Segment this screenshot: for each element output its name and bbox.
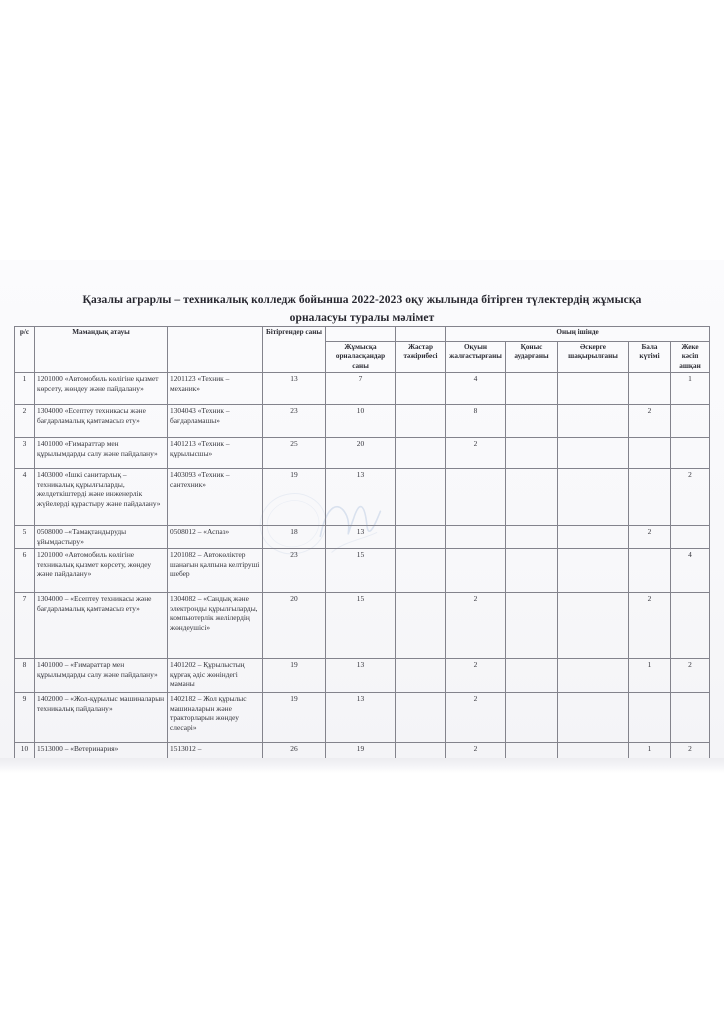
specialty-name: 1402000 – «Жол-құрылыс машиналарын техникалық пайдалану» bbox=[35, 693, 168, 743]
youth-practice-count bbox=[396, 469, 446, 526]
specialty-name: 1201000 «Автомобиль көлігіне техникалық қызмет көрсету, жөндеу және пайдалану» bbox=[35, 549, 168, 593]
continuing-study-count: 2 bbox=[446, 438, 506, 469]
employed-count: 13 bbox=[326, 526, 396, 549]
relocated-count bbox=[506, 469, 558, 526]
army-count bbox=[558, 743, 629, 759]
graduates-count: 19 bbox=[263, 469, 326, 526]
qualification-name: 1401213 «Техник – құрылысшы» bbox=[168, 438, 263, 469]
childcare-count: 2 bbox=[629, 526, 671, 549]
youth-practice-count bbox=[396, 438, 446, 469]
graduates-count: 25 bbox=[263, 438, 326, 469]
qualification-name: 1304082 – «Сандық және электронды құрылғыларды, компьютерлік желілердің жөндеушісі» bbox=[168, 593, 263, 659]
qualification-name: 1201082 – Автокөліктер шанағын қалпына келтіруші шебер bbox=[168, 549, 263, 593]
relocated-count bbox=[506, 659, 558, 693]
table-row bbox=[15, 438, 710, 469]
own-business-count: 4 bbox=[671, 549, 710, 593]
graduates-count: 13 bbox=[263, 373, 326, 405]
header-army: Әскерге шақырылғаны bbox=[558, 342, 629, 373]
table-row bbox=[15, 405, 710, 438]
youth-practice-count bbox=[396, 373, 446, 405]
childcare-count bbox=[629, 549, 671, 593]
army-count bbox=[558, 549, 629, 593]
row-number: 4 bbox=[15, 469, 35, 526]
specialty-name: 1403000 «Ішкі санитарлық – техникалық құрылғыларды, желдеткіштерді және инженерлік жүйелерді құрастыру және пайдалану» bbox=[35, 469, 168, 526]
youth-practice-count bbox=[396, 743, 446, 759]
header-specialty: Мамандық атауы bbox=[35, 327, 168, 373]
row-number: 6 bbox=[15, 549, 35, 593]
youth-practice-count bbox=[396, 549, 446, 593]
row-number: 1 bbox=[15, 373, 35, 405]
youth-practice-count bbox=[396, 659, 446, 693]
document-title: Қазалы аграрлы – техникалық колледж бойынша 2022-2023 оқу жылында бітірген түлектердің жұмысқа орналасуы туралы мәлімет bbox=[82, 294, 642, 325]
row-number: 2 bbox=[15, 405, 35, 438]
continuing-study-count: 2 bbox=[446, 693, 506, 743]
header-group-including: Оның ішінде bbox=[446, 327, 710, 342]
childcare-count bbox=[629, 373, 671, 405]
youth-practice-count bbox=[396, 693, 446, 743]
table-row bbox=[15, 373, 710, 405]
childcare-count: 1 bbox=[629, 659, 671, 693]
graduates-count: 19 bbox=[263, 693, 326, 743]
continuing-study-count: 8 bbox=[446, 405, 506, 438]
own-business-count bbox=[671, 526, 710, 549]
table-row bbox=[15, 526, 710, 549]
qualification-name: 0508012 – «Аспаз» bbox=[168, 526, 263, 549]
table-row bbox=[15, 743, 710, 759]
continuing-study-count: 2 bbox=[446, 659, 506, 693]
continuing-study-count: 2 bbox=[446, 743, 506, 759]
row-number: 10 bbox=[15, 743, 35, 759]
own-business-count: 2 bbox=[671, 743, 710, 759]
specialty-name: 1401000 – «Ғимараттар мен құрылымдарды салу және пайдалану» bbox=[35, 659, 168, 693]
childcare-count: 2 bbox=[629, 593, 671, 659]
header-childcare: Бала күтімі bbox=[629, 342, 671, 373]
employed-count: 7 bbox=[326, 373, 396, 405]
relocated-count bbox=[506, 549, 558, 593]
specialty-name: 1304000 – «Есептеу техникасы және бағдарламалық қамтамасыз ету» bbox=[35, 593, 168, 659]
graduates-count: 23 bbox=[263, 549, 326, 593]
childcare-count: 2 bbox=[629, 405, 671, 438]
header-relocated: Қоныс аударғаны bbox=[506, 342, 558, 373]
specialty-name: 1401000 «Ғимараттар мен құрылымдарды салу және пайдалану» bbox=[35, 438, 168, 469]
qualification-name: 1513012 – bbox=[168, 743, 263, 759]
youth-practice-count bbox=[396, 405, 446, 438]
qualification-name: 1401202 – Құрылыстың құрғақ әдіс жөніндегі маманы bbox=[168, 659, 263, 693]
qualification-name: 1402182 – Жол құрылыс машиналарын және тракторларын жөндеу слесарі» bbox=[168, 693, 263, 743]
graduates-count: 26 bbox=[263, 743, 326, 759]
graduates-count: 19 bbox=[263, 659, 326, 693]
table-row bbox=[15, 469, 710, 526]
qualification-name: 1201123 «Техник – механик» bbox=[168, 373, 263, 405]
header-employed: Жұмысқа орналасқандар саны bbox=[326, 342, 396, 373]
childcare-count bbox=[629, 438, 671, 469]
relocated-count bbox=[506, 526, 558, 549]
army-count bbox=[558, 438, 629, 469]
header-spacer-youth bbox=[396, 327, 446, 342]
childcare-count bbox=[629, 693, 671, 743]
own-business-count bbox=[671, 693, 710, 743]
relocated-count bbox=[506, 373, 558, 405]
childcare-count: 1 bbox=[629, 743, 671, 759]
table-row bbox=[15, 693, 710, 743]
youth-practice-count bbox=[396, 526, 446, 549]
relocated-count bbox=[506, 438, 558, 469]
employed-count: 13 bbox=[326, 469, 396, 526]
table-row bbox=[15, 593, 710, 659]
row-number: 3 bbox=[15, 438, 35, 469]
army-count bbox=[558, 526, 629, 549]
employment-table bbox=[14, 326, 710, 759]
relocated-count bbox=[506, 743, 558, 759]
own-business-count: 2 bbox=[671, 469, 710, 526]
header-row-number: р/с bbox=[15, 327, 35, 373]
employed-count: 15 bbox=[326, 549, 396, 593]
army-count bbox=[558, 373, 629, 405]
employed-count: 10 bbox=[326, 405, 396, 438]
header-own-business: Жеке кәсіп ашқан bbox=[671, 342, 710, 373]
army-count bbox=[558, 693, 629, 743]
own-business-count bbox=[671, 405, 710, 438]
own-business-count: 1 bbox=[671, 373, 710, 405]
specialty-name: 1201000 «Автомобиль көлігіне қызмет көрсету, жөндеу және пайдалану» bbox=[35, 373, 168, 405]
employed-count: 20 bbox=[326, 438, 396, 469]
graduates-count: 23 bbox=[263, 405, 326, 438]
scan-edge-shadow bbox=[0, 758, 724, 773]
army-count bbox=[558, 469, 629, 526]
army-count bbox=[558, 405, 629, 438]
own-business-count: 2 bbox=[671, 659, 710, 693]
relocated-count bbox=[506, 593, 558, 659]
graduates-count: 20 bbox=[263, 593, 326, 659]
graduates-count: 18 bbox=[263, 526, 326, 549]
header-group-row bbox=[15, 327, 710, 342]
own-business-count bbox=[671, 438, 710, 469]
qualification-name: 1304043 «Техник – бағдарламашы» bbox=[168, 405, 263, 438]
table-header bbox=[15, 327, 710, 373]
row-number: 5 bbox=[15, 526, 35, 549]
relocated-count bbox=[506, 405, 558, 438]
specialty-name: 1513000 – «Ветеринария» bbox=[35, 743, 168, 759]
continuing-study-count bbox=[446, 526, 506, 549]
continuing-study-count: 2 bbox=[446, 593, 506, 659]
continuing-study-count bbox=[446, 469, 506, 526]
table-row bbox=[15, 549, 710, 593]
row-number: 7 bbox=[15, 593, 35, 659]
header-continuing-study: Оқуын жалғастырғаны bbox=[446, 342, 506, 373]
army-count bbox=[558, 659, 629, 693]
childcare-count bbox=[629, 469, 671, 526]
employed-count: 13 bbox=[326, 659, 396, 693]
header-qualification bbox=[168, 327, 263, 373]
header-graduates: Бітіргендер саны bbox=[263, 327, 326, 373]
qualification-name: 1403093 «Техник – сантехник» bbox=[168, 469, 263, 526]
header-spacer-employed bbox=[326, 327, 396, 342]
own-business-count bbox=[671, 593, 710, 659]
continuing-study-count bbox=[446, 549, 506, 593]
header-youth-practice: Жастар тәжірибесі bbox=[396, 342, 446, 373]
employed-count: 15 bbox=[326, 593, 396, 659]
row-number: 9 bbox=[15, 693, 35, 743]
specialty-name: 1304000 «Есептеу техникасы және бағдарламалық қамтамасыз ету» bbox=[35, 405, 168, 438]
relocated-count bbox=[506, 693, 558, 743]
specialty-name: 0508000 –«Тамақтандыруды ұйымдастыру» bbox=[35, 526, 168, 549]
table-body bbox=[15, 373, 710, 759]
row-number: 8 bbox=[15, 659, 35, 693]
continuing-study-count: 4 bbox=[446, 373, 506, 405]
table-row bbox=[15, 659, 710, 693]
employed-count: 19 bbox=[326, 743, 396, 759]
army-count bbox=[558, 593, 629, 659]
employed-count: 13 bbox=[326, 693, 396, 743]
youth-practice-count bbox=[396, 593, 446, 659]
